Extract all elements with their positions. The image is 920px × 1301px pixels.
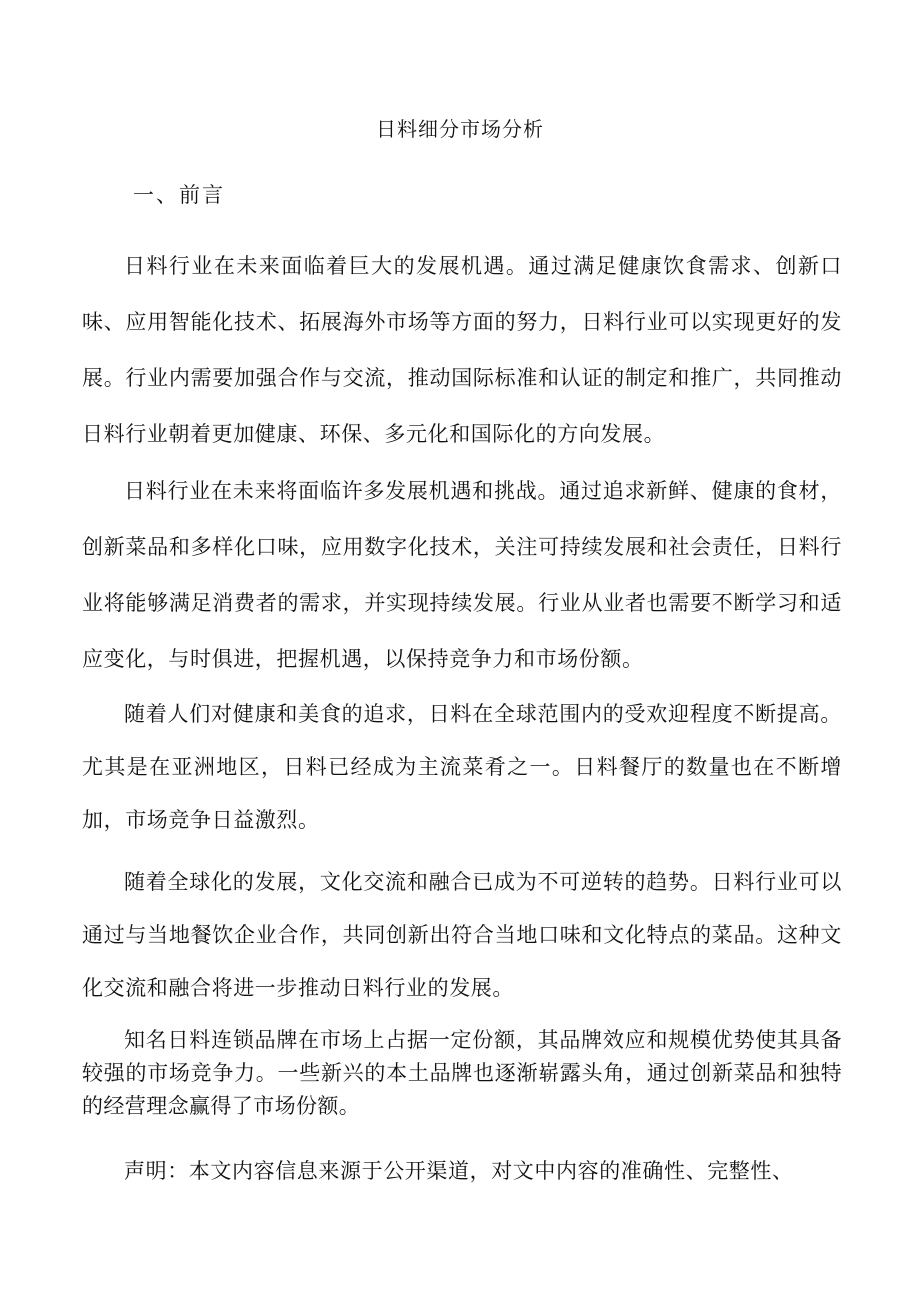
section-heading: 一、前言	[133, 183, 225, 207]
paragraph: 随着全球化的发展，文化交流和融合已成为不可逆转的趋势。日料行业可以通过与当地餐饮企业合作，共同创新出符合当地口味和文化特点的菜品。这种文化交流和融合将进一步推动日料行业的发展。	[82, 870, 842, 1000]
disclaimer-paragraph: 声明：本文内容信息来源于公开渠道，对文中内容的准确性、完整性、	[124, 1159, 794, 1183]
paragraph: 知名日料连锁品牌在市场上占据一定份额，其品牌效应和规模优势使其具备较强的市场竞争力。一些新兴的本土品牌也逐渐崭露头角，通过创新菜品和独特的经营理念赢得了市场份额。	[82, 1028, 842, 1118]
paragraph: 日料行业在未来将面临许多发展机遇和挑战。通过追求新鲜、健康的食材，创新菜品和多样化口味，应用数字化技术，关注可持续发展和社会责任，日料行业将能够满足消费者的需求，并实现持续发展。行业从业者也需要不断学习和适应变化，与时俱进，把握机遇，以保持竞争力和市场份额。	[82, 479, 842, 671]
paragraph: 随着人们对健康和美食的追求，日料在全球范围内的受欢迎程度不断提高。尤其是在亚洲地区，日料已经成为主流菜肴之一。日料餐厅的数量也在不断增加，市场竞争日益激烈。	[82, 702, 842, 832]
paragraph: 日料行业在未来面临着巨大的发展机遇。通过满足健康饮食需求、创新口味、应用智能化技术、拓展海外市场等方面的努力，日料行业可以实现更好的发展。行业内需要加强合作与交流，推动国际标准和认证的制定和推广，共同推动日料行业朝着更加健康、环保、多元化和国际化的方向发展。	[82, 254, 842, 446]
document-title: 日料细分市场分析	[376, 117, 544, 141]
